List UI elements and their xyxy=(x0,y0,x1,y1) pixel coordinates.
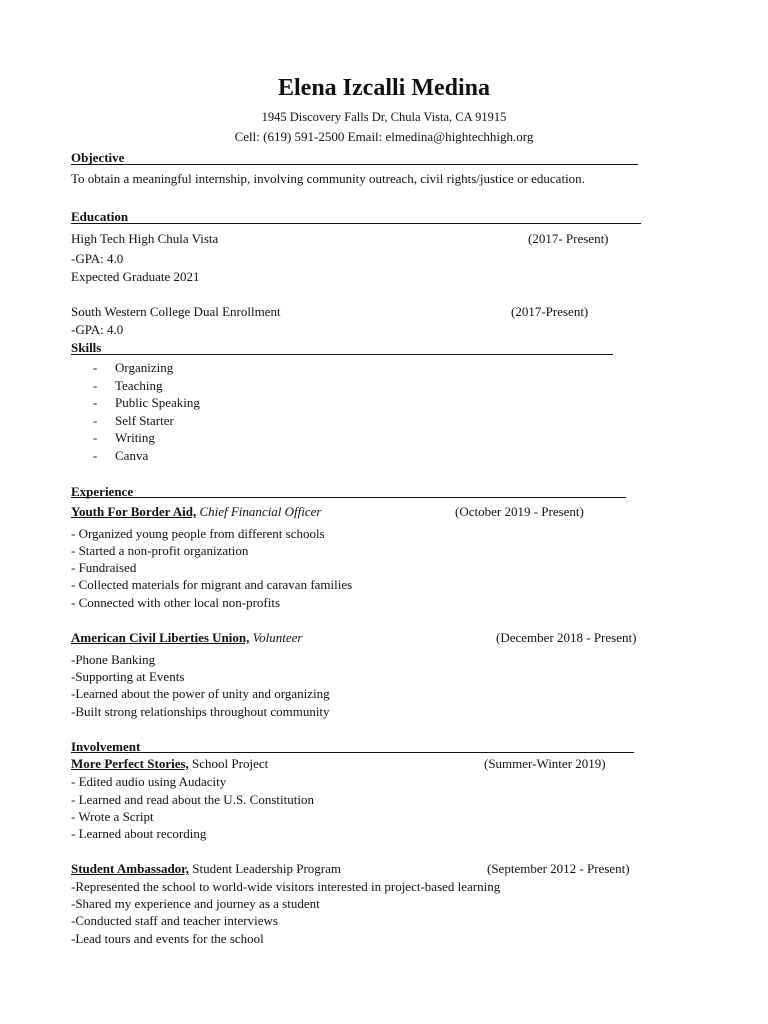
job-org: American Civil Liberties Union, xyxy=(71,630,250,645)
skill-item xyxy=(71,431,155,444)
contact-line: Cell: (619) 591-2500 Email: elmedina@hightechhigh.org xyxy=(234,129,534,144)
job-dates: (October 2019 - Present) xyxy=(455,504,584,519)
school-detail: -GPA: 4.0 xyxy=(71,251,124,266)
education-rule xyxy=(71,223,641,224)
skill-item xyxy=(71,449,148,462)
job-bullet: - Connected with other local non-profits xyxy=(71,595,281,610)
skill-label: Teaching xyxy=(115,378,163,393)
skill-label: Self Starter xyxy=(115,413,174,428)
skill-item xyxy=(71,414,174,427)
involvement-bullet: - Wrote a Script xyxy=(71,809,154,824)
skills-heading: Skills xyxy=(71,340,102,355)
job-role: Volunteer xyxy=(252,630,303,645)
involvement-dates: (September 2012 - Present) xyxy=(487,861,630,876)
school-dates: (2017-Present) xyxy=(511,304,589,319)
objective-text: To obtain a meaningful internship, involving community outreach, civil rights/justice or education. xyxy=(71,171,585,186)
job-bullet: -Built strong relationships throughout community xyxy=(71,704,330,719)
objective-heading: Objective xyxy=(71,150,125,165)
job-title-line xyxy=(71,505,322,518)
job-title-line xyxy=(71,631,302,644)
involvement-bullet: - Learned and read about the U.S. Constitution xyxy=(71,792,314,807)
job-bullet: - Started a non-profit organization xyxy=(71,543,249,558)
skill-item xyxy=(71,361,173,374)
skill-label: Writing xyxy=(115,430,155,445)
job-bullet: - Fundraised xyxy=(71,560,137,575)
involvement-dates: (Summer-Winter 2019) xyxy=(484,756,606,771)
involvement-bullet: - Edited audio using Audacity xyxy=(71,774,227,789)
involvement-bullet: -Lead tours and events for the school xyxy=(71,931,264,946)
job-bullet: - Organized young people from different schools xyxy=(71,526,325,541)
bullet-dash: - xyxy=(93,395,98,410)
job-dates: (December 2018 - Present) xyxy=(496,630,637,645)
bullet-dash: - xyxy=(93,360,98,375)
job-bullet: -Phone Banking xyxy=(71,652,156,667)
address-line: 1945 Discovery Falls Dr, Chula Vista, CA 91915 xyxy=(261,110,507,124)
skills-rule xyxy=(71,354,613,355)
skill-label: Canva xyxy=(115,448,149,463)
job-role: Chief Financial Officer xyxy=(199,504,322,519)
bullet-dash: - xyxy=(93,413,98,428)
education-heading: Education xyxy=(71,209,129,224)
involvement-org: More Perfect Stories, xyxy=(71,756,189,771)
skill-label: Public Speaking xyxy=(115,395,200,410)
job-bullet: -Learned about the power of unity and organizing xyxy=(71,686,330,701)
involvement-title-line xyxy=(71,757,268,770)
involvement-heading: Involvement xyxy=(71,739,141,754)
school-detail: Expected Graduate 2021 xyxy=(71,269,200,284)
skill-item xyxy=(71,379,162,392)
involvement-role: Student Leadership Program xyxy=(192,861,342,876)
skill-label: Organizing xyxy=(115,360,174,375)
involvement-org: Student Ambassador, xyxy=(71,861,190,876)
experience-rule xyxy=(71,497,626,498)
bullet-dash: - xyxy=(93,378,98,393)
bullet-dash: - xyxy=(93,430,98,445)
involvement-bullet: - Learned about recording xyxy=(71,826,207,841)
job-org: Youth For Border Aid, xyxy=(71,504,197,519)
objective-rule xyxy=(71,164,638,165)
involvement-title-line xyxy=(71,862,341,875)
bullet-dash: - xyxy=(93,448,98,463)
involvement-bullet: -Shared my experience and journey as a student xyxy=(71,896,320,911)
job-bullet: - Collected materials for migrant and caravan families xyxy=(71,577,353,592)
involvement-role: School Project xyxy=(192,756,269,771)
school-name: South Western College Dual Enrollment xyxy=(71,304,281,319)
school-detail: -GPA: 4.0 xyxy=(71,322,124,337)
skill-item xyxy=(71,396,200,409)
involvement-bullet: -Conducted staff and teacher interviews xyxy=(71,913,278,928)
job-bullet: -Supporting at Events xyxy=(71,669,185,684)
school-name: High Tech High Chula Vista xyxy=(71,231,219,246)
resume-name: Elena Izcalli Medina xyxy=(278,75,490,101)
experience-heading: Experience xyxy=(71,484,134,499)
involvement-rule xyxy=(71,752,634,753)
school-dates: (2017- Present) xyxy=(528,231,609,246)
involvement-bullet: -Represented the school to world-wide visitors interested in project-based learning xyxy=(71,879,501,894)
